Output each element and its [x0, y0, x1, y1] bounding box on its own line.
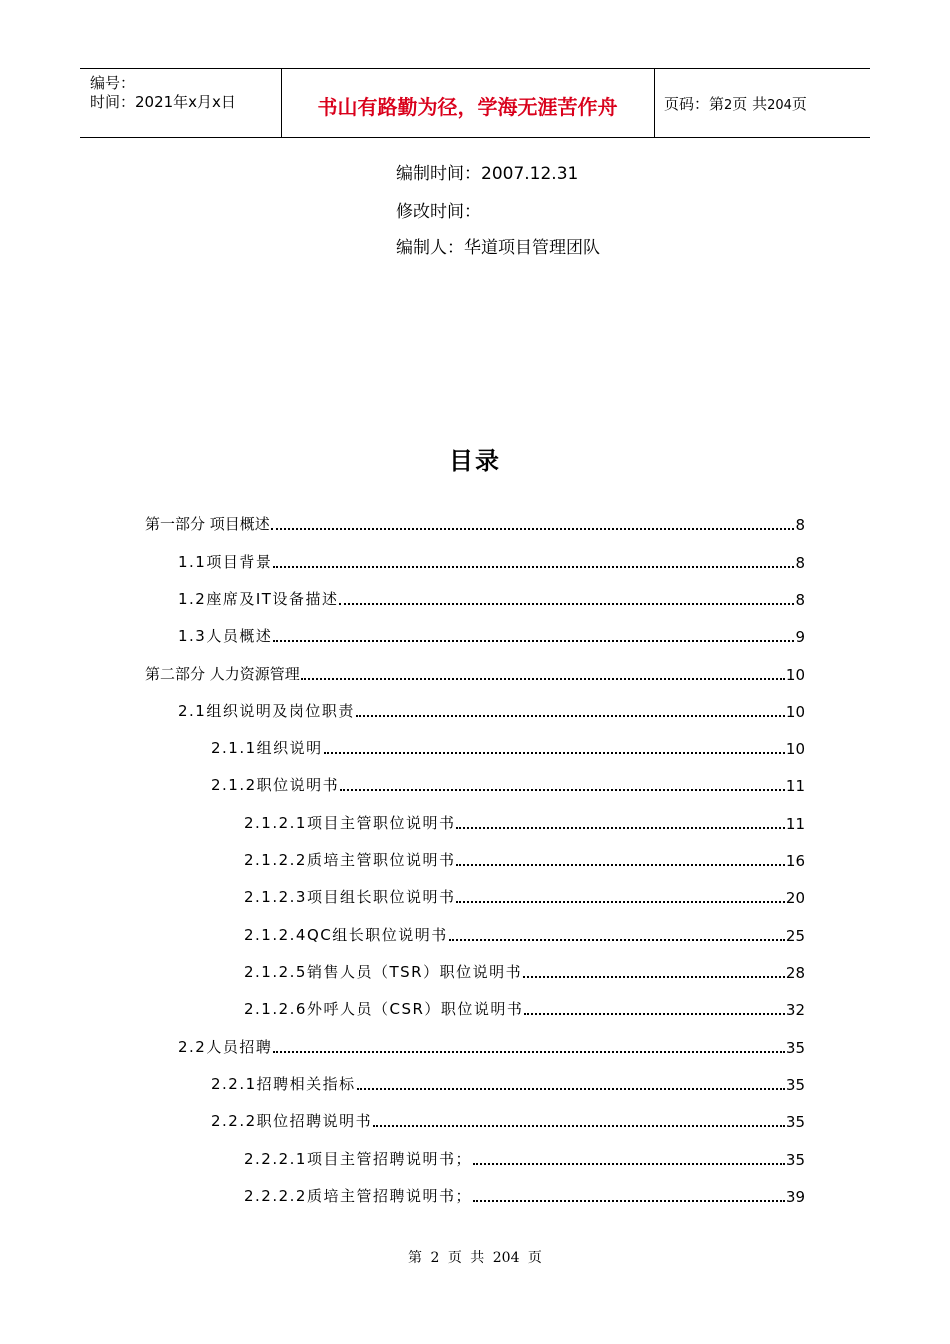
toc-leader-dots — [339, 599, 794, 605]
toc-entry-page: 8 — [795, 591, 805, 609]
toc-entry[interactable] — [178, 1033, 805, 1057]
header-motto-cell — [281, 69, 655, 137]
toc-entry-page: 28 — [785, 964, 805, 982]
toc-entry-text: 2.2人员招聘 — [178, 1038, 273, 1056]
toc-entry-text: 2.2.2职位招聘说明书 — [211, 1112, 373, 1130]
toc-entry[interactable] — [145, 660, 805, 684]
toc-leader-dots — [473, 1159, 785, 1165]
toc-entry-text: 2.1.1组织说明 — [211, 739, 323, 757]
toc-entry-page: 35 — [785, 1113, 805, 1131]
toc-entry[interactable] — [244, 1145, 805, 1169]
compile-time: 编制时间：2007.12.31 — [396, 164, 579, 184]
toc-entry[interactable] — [244, 883, 805, 907]
toc-entry-page: 10 — [785, 703, 805, 721]
document-time-label: 时间：2021年x月x日 — [90, 93, 236, 111]
toc-entry-text: 2.1.2.3项目组长职位说明书 — [244, 888, 456, 906]
toc-entry-page: 16 — [785, 852, 805, 870]
header-page-cell — [655, 69, 870, 137]
toc-entry-page: 11 — [785, 815, 805, 833]
toc-entry-page: 10 — [785, 666, 805, 684]
document-number-label: 编号： — [90, 74, 136, 92]
toc-entry-page: 8 — [795, 516, 805, 534]
toc-entry-text: 第一部分 项目概述 — [145, 515, 270, 533]
toc-entry-text: 1.2座席及IT设备描述 — [178, 590, 339, 608]
toc-leader-dots — [271, 524, 795, 530]
modify-time: 修改时间： — [396, 202, 481, 222]
toc-entry[interactable] — [244, 958, 805, 982]
toc-entry-page: 39 — [785, 1188, 805, 1206]
toc-entry-text: 1.3人员概述 — [178, 627, 273, 645]
toc-entry-page: 35 — [785, 1039, 805, 1057]
toc-entry[interactable] — [211, 771, 805, 795]
toc-entry-text: 2.1.2.5销售人员（TSR）职位说明书 — [244, 963, 523, 981]
toc-entry-text: 2.1组织说明及岗位职责 — [178, 702, 355, 720]
toc-entry-text: 2.2.1招聘相关指标 — [211, 1075, 356, 1093]
toc-entry[interactable] — [145, 510, 805, 534]
page-info-prefix: 页码：第 — [664, 95, 725, 113]
header-page-info — [664, 93, 807, 114]
page-info-current: 2 — [724, 98, 733, 113]
toc-entry-text: 2.1.2.6外呼人员（CSR）职位说明书 — [244, 1000, 524, 1018]
toc-entry-text: 2.2.2.2质培主管招聘说明书； — [244, 1187, 472, 1205]
toc-entry-page: 10 — [785, 740, 805, 758]
toc-entry[interactable] — [178, 585, 805, 609]
toc-entry[interactable] — [178, 697, 805, 721]
toc-entry-page: 20 — [785, 889, 805, 907]
toc-leader-dots — [373, 1121, 785, 1127]
toc-leader-dots — [456, 897, 784, 903]
header-motto: 书山有路勤为径，学海无涯苦作舟 — [317, 95, 618, 119]
toc-entry-text: 2.1.2职位说明书 — [211, 776, 340, 794]
toc-entry-text: 2.1.2.4QC组长职位说明书 — [244, 926, 448, 944]
toc-leader-dots — [340, 785, 785, 791]
toc-entry-page: 35 — [785, 1076, 805, 1094]
toc-entry[interactable] — [244, 1182, 805, 1206]
toc-entry[interactable] — [244, 809, 805, 833]
compiler: 编制人：华道项目管理团队 — [396, 238, 600, 258]
toc-leader-dots — [356, 711, 785, 717]
toc-entry-text: 第二部分 人力资源管理 — [145, 665, 300, 683]
toc-leader-dots — [301, 674, 785, 680]
page-info-mid: 页 共 — [732, 95, 768, 113]
toc-leader-dots — [473, 1196, 785, 1202]
toc-entry-text: 2.1.2.1项目主管职位说明书 — [244, 814, 456, 832]
toc-entry[interactable] — [178, 548, 805, 572]
toc-leader-dots — [273, 636, 794, 642]
toc-leader-dots — [456, 823, 784, 829]
toc-entry-page: 32 — [785, 1001, 805, 1019]
toc-leader-dots — [324, 748, 785, 754]
toc-entry[interactable] — [244, 846, 805, 870]
toc-entry[interactable] — [178, 622, 805, 646]
toc-leader-dots — [273, 562, 794, 568]
toc-entry-page: 25 — [785, 927, 805, 945]
toc-entry-page: 35 — [785, 1151, 805, 1169]
toc-entry[interactable] — [211, 734, 805, 758]
toc-entry[interactable] — [211, 1107, 805, 1131]
toc-leader-dots — [456, 860, 784, 866]
toc-entry-page: 9 — [795, 628, 805, 646]
toc-leader-dots — [449, 935, 785, 941]
toc-entry[interactable] — [211, 1070, 805, 1094]
toc-entry-page: 8 — [795, 554, 805, 572]
toc-entry[interactable] — [244, 995, 805, 1019]
page-info-suffix: 页 — [791, 95, 807, 113]
document-header — [80, 68, 870, 138]
toc-leader-dots — [273, 1047, 785, 1053]
toc-title: 目录 — [449, 447, 501, 475]
toc-entry-text: 2.1.2.2质培主管职位说明书 — [244, 851, 456, 869]
toc-leader-dots — [357, 1084, 785, 1090]
page-info-total: 204 — [767, 98, 792, 113]
toc-entry-text: 1.1项目背景 — [178, 553, 273, 571]
toc-entry-page: 11 — [785, 777, 805, 795]
toc-entry-text: 2.2.2.1项目主管招聘说明书； — [244, 1150, 472, 1168]
toc-entry[interactable] — [244, 921, 805, 945]
toc-leader-dots — [524, 1009, 785, 1015]
toc-leader-dots — [523, 972, 785, 978]
header-info-cell — [80, 69, 282, 137]
page-footer: 第 2 页 共 204 页 — [408, 1250, 542, 1266]
